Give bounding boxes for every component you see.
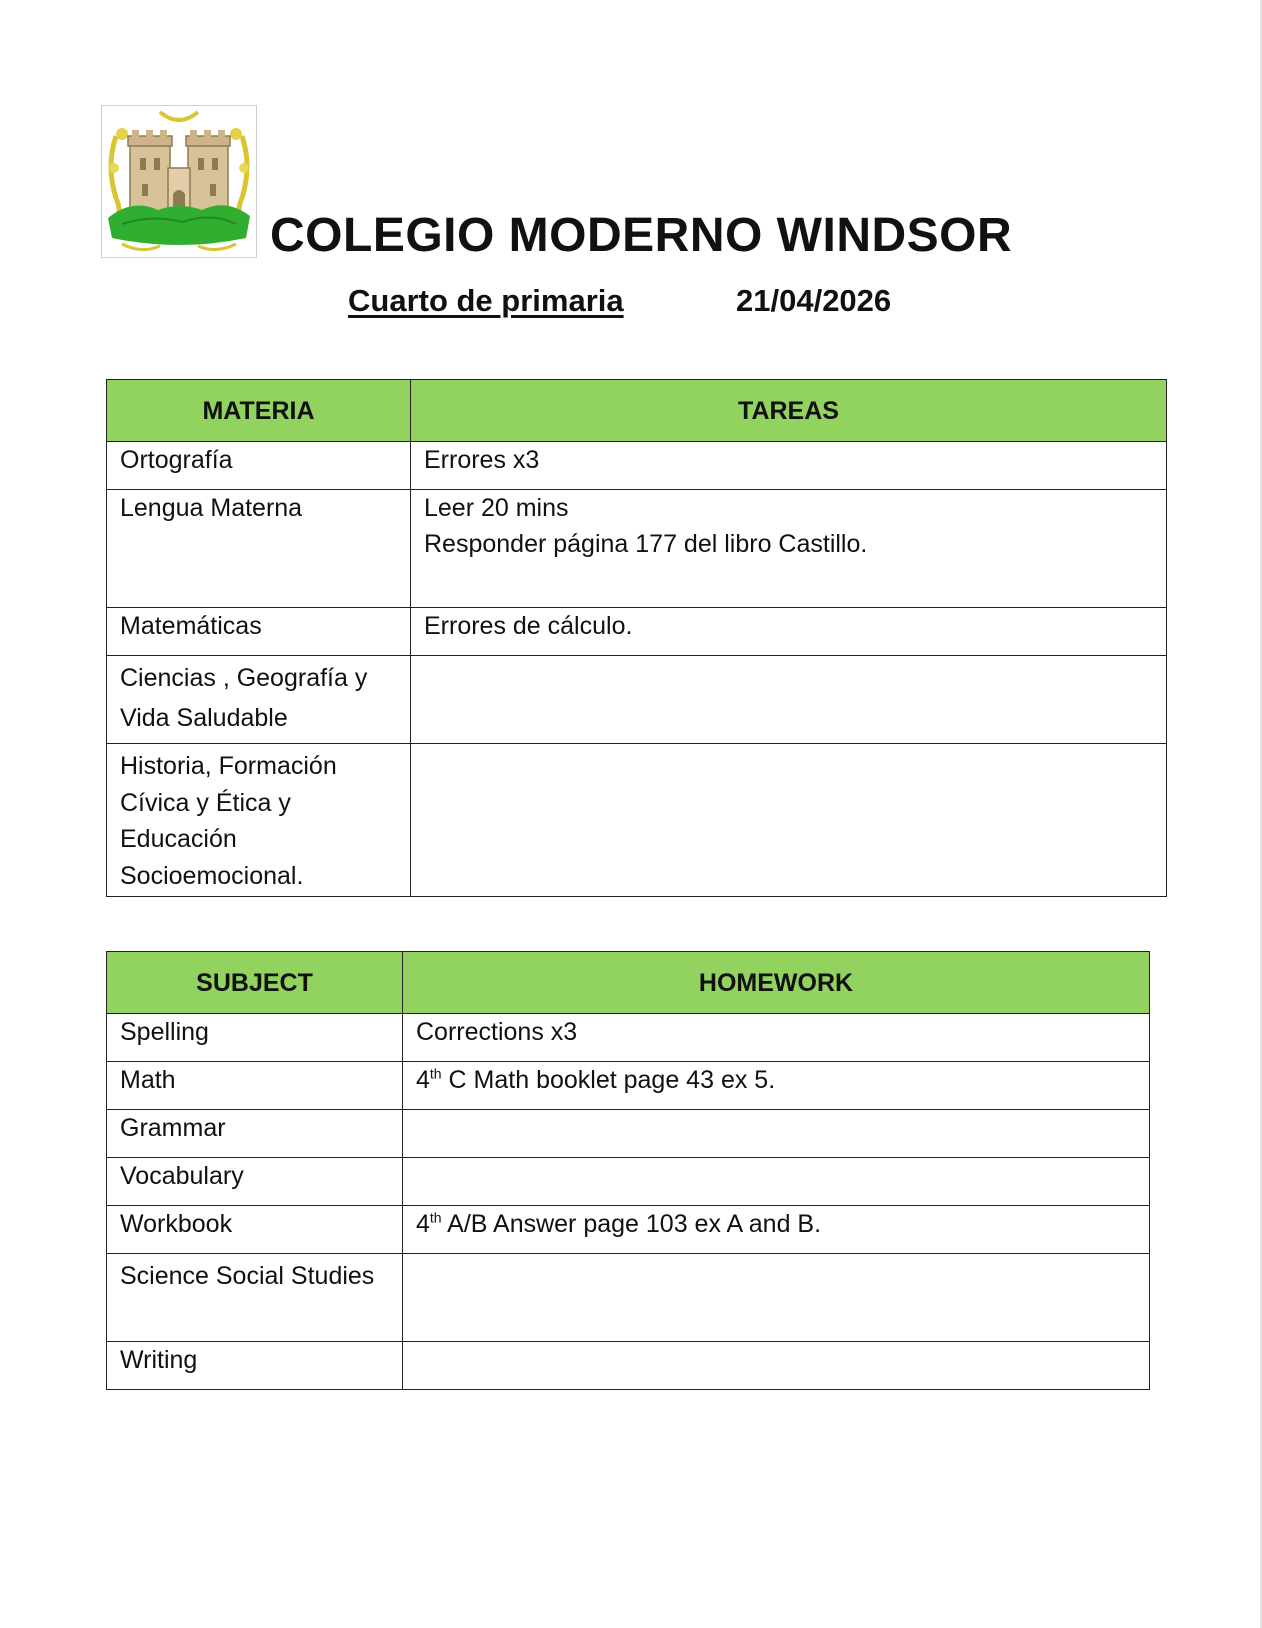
task-cell xyxy=(411,744,1167,897)
subject-cell: Writing xyxy=(107,1342,403,1390)
castle-crest-icon xyxy=(102,106,256,257)
table-row xyxy=(107,608,1167,656)
tareas-header: TAREAS xyxy=(411,380,1167,442)
subject-cell: Vocabulary xyxy=(107,1158,403,1206)
table-row xyxy=(107,744,1167,897)
table-row xyxy=(107,442,1167,490)
table-row xyxy=(107,1158,1150,1206)
grade-label: Cuarto de primaria xyxy=(348,283,624,318)
homework-cell xyxy=(403,1254,1150,1342)
homework-table xyxy=(106,951,1150,1390)
table-row xyxy=(107,1014,1150,1062)
subject-cell: Ciencias , Geografía y Vida Saludable xyxy=(107,656,411,744)
subject-cell: Spelling xyxy=(107,1014,403,1062)
task-cell xyxy=(411,442,1167,490)
task-cell xyxy=(411,490,1167,608)
task-cell xyxy=(411,608,1167,656)
homework-cell xyxy=(403,1342,1150,1390)
homework-cell: Corrections x3 xyxy=(403,1014,1150,1062)
homework-cell: 4th A/B Answer page 103 ex A and B. xyxy=(403,1206,1150,1254)
subject-cell: Science Social Studies xyxy=(107,1254,403,1342)
table-row xyxy=(107,656,1167,744)
task-line: Errores de cálculo. xyxy=(424,612,633,640)
table-row xyxy=(107,1062,1150,1110)
tareas-table xyxy=(106,379,1167,897)
homework-header: HOMEWORK xyxy=(403,952,1150,1014)
table-row xyxy=(107,1110,1150,1158)
materia-header: MATERIA xyxy=(107,380,411,442)
task-cell xyxy=(411,656,1167,744)
table-row xyxy=(107,1254,1150,1342)
homework-cell: 4th C Math booklet page 43 ex 5. xyxy=(403,1062,1150,1110)
table-row xyxy=(107,1206,1150,1254)
school-logo xyxy=(101,105,257,258)
task-line: Leer 20 mins xyxy=(424,494,569,522)
subject-cell: Matemáticas xyxy=(107,608,411,656)
subject-cell: Grammar xyxy=(107,1110,403,1158)
table-row xyxy=(107,1342,1150,1390)
subject-cell: Workbook xyxy=(107,1206,403,1254)
subject-cell: Historia, Formación Cívica y Ética y Educación Socioemocional. xyxy=(107,744,411,897)
homework-cell xyxy=(403,1110,1150,1158)
homework-cell xyxy=(403,1158,1150,1206)
subject-cell: Math xyxy=(107,1062,403,1110)
task-line: Responder página 177 del libro Castillo. xyxy=(424,530,868,558)
school-name: COLEGIO MODERNO WINDSOR xyxy=(270,209,1013,262)
subject-header: SUBJECT xyxy=(107,952,403,1014)
date-label: 21/04/2026 xyxy=(736,283,892,318)
subject-cell: Ortografía xyxy=(107,442,411,490)
task-line: Errores x3 xyxy=(424,446,540,474)
table-row xyxy=(107,490,1167,608)
subject-cell: Lengua Materna xyxy=(107,490,411,608)
